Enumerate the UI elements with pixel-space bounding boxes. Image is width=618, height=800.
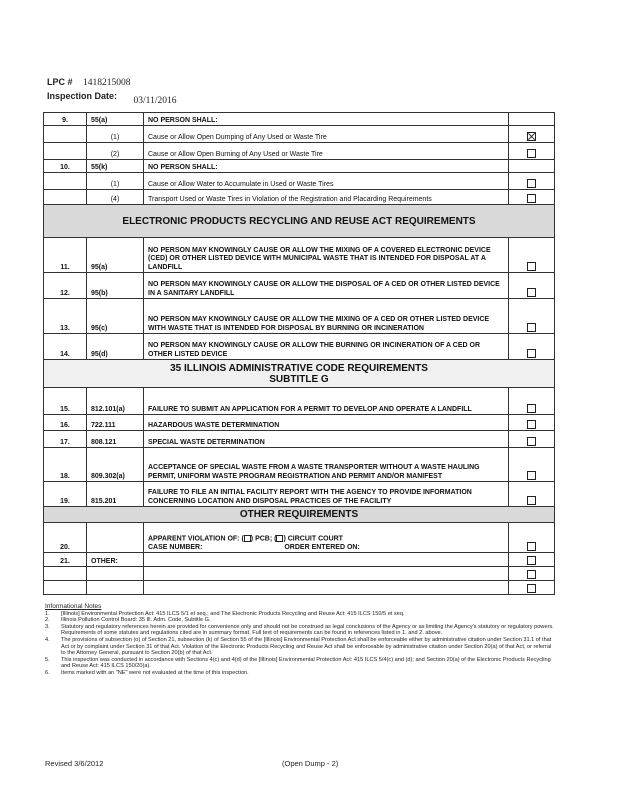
subsection-ref: (1) <box>87 173 144 190</box>
empty-cell <box>87 523 144 553</box>
table-row <box>44 143 555 160</box>
order-entered-label: ORDER ENTERED ON: <box>284 543 360 551</box>
empty-cell <box>87 581 144 595</box>
item-description: SPECIAL WASTE DETERMINATION <box>144 431 509 448</box>
table-row <box>44 160 555 173</box>
notes-title: Informational Notes <box>45 603 102 610</box>
item-description: Cause or Allow Open Dumping of Any Used or Waste Tire <box>144 126 509 143</box>
violation-checkbox[interactable] <box>527 471 536 480</box>
inspection-date-value: 03/11/2016 <box>133 96 177 106</box>
table-row <box>44 238 555 273</box>
violation-checkbox[interactable] <box>527 496 536 505</box>
section-ref: 55(a) <box>87 113 144 126</box>
lpc-value: 1418215008 <box>83 78 131 88</box>
section-ref: 95(a) <box>87 238 144 273</box>
other-label: OTHER: <box>87 553 144 567</box>
apparent-violation-label: APPARENT VIOLATION OF: ( <box>148 535 244 543</box>
item-number: 11. <box>44 238 87 273</box>
item-description: FAILURE TO SUBMIT AN APPLICATION FOR A PERMIT TO DEVELOP AND OPERATE A LANDFILL <box>144 388 509 415</box>
inspection-date <box>47 91 177 106</box>
table-row <box>44 126 555 143</box>
violations-table <box>43 112 555 595</box>
violation-checkbox[interactable] <box>527 542 536 551</box>
item-description: HAZARDOUS WASTE DETERMINATION <box>144 415 509 431</box>
violation-checkbox[interactable] <box>527 437 536 446</box>
item-description: NO PERSON SHALL: <box>144 113 509 126</box>
inspection-date-label: Inspection Date: <box>47 91 118 101</box>
pcb-checkbox[interactable] <box>244 535 251 542</box>
item-description: FAILURE TO FILE AN INITIAL FACILITY REPORT WITH THE AGENCY TO PROVIDE INFORMATION CONCERNING LOCATION AND DISPOSAL PRACTICES OF THE FACILITY <box>144 482 509 507</box>
other-description-field[interactable] <box>144 567 509 581</box>
violation-checkbox[interactable] <box>527 194 536 203</box>
apparent-violation-cell <box>144 523 509 553</box>
table-row <box>44 482 555 507</box>
table-row <box>44 299 555 334</box>
table-row <box>44 448 555 482</box>
note-item: 3. Statutory and regulatory references herein are provided for convenience only and should not be construed as legal conclusions of the Agency or as limiting the Agency's statutory or regulatory powers. Requirements of some statutes and regulations cited are in summary format. Full text of requirements can be found in references listed in 1. and 2. above. <box>45 623 554 637</box>
table-row <box>44 388 555 415</box>
item-number: 9. <box>44 113 87 126</box>
empty-cell <box>44 190 87 205</box>
section-ref: 809.302(a) <box>87 448 144 482</box>
other-description-field[interactable] <box>144 553 509 567</box>
item-description: Cause or Allow Open Burning of Any Used or Waste Tire <box>144 143 509 160</box>
violation-checkbox[interactable] <box>527 149 536 158</box>
violation-checkbox[interactable] <box>527 323 536 332</box>
item-description: Cause or Allow Water to Accumulate in Used or Waste Tires <box>144 173 509 190</box>
violation-checkbox[interactable] <box>527 570 536 579</box>
item-description: NO PERSON SHALL: <box>144 160 509 173</box>
informational-notes <box>45 604 555 677</box>
subsection-ref: (2) <box>87 143 144 160</box>
lpc-label: LPC # <box>47 77 73 87</box>
table-row <box>44 581 555 595</box>
empty-cell <box>44 126 87 143</box>
page-label: (Open Dump - 2) <box>282 759 339 768</box>
table-row <box>44 113 555 126</box>
section-banner <box>44 507 555 523</box>
item-number: 13. <box>44 299 87 334</box>
table-row <box>44 190 555 205</box>
violation-checkbox[interactable] <box>527 262 536 271</box>
table-row <box>44 334 555 360</box>
subsection-ref: (1) <box>87 126 144 143</box>
table-row <box>44 273 555 299</box>
item-number: 12. <box>44 273 87 299</box>
other-description-field[interactable] <box>144 581 509 595</box>
note-item: 1. [Illinois] Environmental Protection Act: 415 ILCS 5/1 et seq.; and The Electronic Products Recycling and Reuse Act: 415 ILCS 150/5 et seq. <box>45 610 405 617</box>
violation-checkbox[interactable] <box>527 404 536 413</box>
banner-admin-code <box>44 360 555 388</box>
table-row <box>44 173 555 190</box>
section-ref: 95(b) <box>87 273 144 299</box>
banner-other-requirements: OTHER REQUIREMENTS <box>44 507 555 523</box>
table-row <box>44 523 555 553</box>
item-number: 19. <box>44 482 87 507</box>
item-number: 18. <box>44 448 87 482</box>
item-number: 15. <box>44 388 87 415</box>
table-row <box>44 415 555 431</box>
violation-checkbox[interactable] <box>527 349 536 358</box>
empty-cell <box>44 173 87 190</box>
violation-checkbox[interactable] <box>527 132 536 141</box>
item-number: 21. <box>44 553 87 567</box>
table-row <box>44 431 555 448</box>
banner-electronic-products: ELECTRONIC PRODUCTS RECYCLING AND REUSE ACT REQUIREMENTS <box>44 205 555 238</box>
revised-date: Revised 3/6/2012 <box>45 759 104 768</box>
banner-admin-line1: 35 ILLINOIS ADMINISTRATIVE CODE REQUIREMENTS <box>170 362 428 374</box>
subsection-ref: (4) <box>87 190 144 205</box>
section-ref: 722.111 <box>87 415 144 431</box>
section-ref: 808.121 <box>87 431 144 448</box>
empty-cell <box>509 160 555 173</box>
section-ref: 812.101(a) <box>87 388 144 415</box>
violation-checkbox[interactable] <box>527 288 536 297</box>
item-description: Transport Used or Waste Tires in Violation of the Registration and Placarding Requirements <box>144 190 509 205</box>
circuit-court-checkbox[interactable] <box>276 535 283 542</box>
section-ref: 95(d) <box>87 334 144 360</box>
item-description: NO PERSON MAY KNOWINGLY CAUSE OR ALLOW THE DISPOSAL OF A CED OR OTHER LISTED DEVICE IN A SANITARY LANDFILL <box>144 273 509 299</box>
table-row <box>44 567 555 581</box>
section-banner <box>44 360 555 388</box>
banner-admin-line2: SUBTITLE G <box>269 373 329 385</box>
item-number: 10. <box>44 160 87 173</box>
section-ref: 55(k) <box>87 160 144 173</box>
empty-cell <box>44 143 87 160</box>
item-number: 14. <box>44 334 87 360</box>
section-ref: 815.201 <box>87 482 144 507</box>
table-row <box>44 553 555 567</box>
circuit-court-label: ) CIRCUIT COURT <box>283 535 343 543</box>
pcb-label: ) PCB; ( <box>250 535 277 543</box>
empty-cell <box>509 113 555 126</box>
note-item: 6. Items marked with an "NE" were not evaluated at the time of this inspection. <box>45 669 249 676</box>
section-ref: 95(c) <box>87 299 144 334</box>
item-description: NO PERSON MAY KNOWINGLY CAUSE OR ALLOW THE MIXING OF A CED OR OTHER LISTED DEVICE WITH WASTE THAT IS INTENDED FOR DISPOSAL BY BURNING OR INCINERATION <box>144 299 509 334</box>
empty-cell <box>87 567 144 581</box>
note-item: 2. Illinois Pollution Control Board: 35 Ill. Adm. Code, Subtitle G. <box>45 617 211 624</box>
violation-checkbox[interactable] <box>527 420 536 429</box>
violation-checkbox[interactable] <box>527 556 536 565</box>
empty-cell <box>44 581 87 595</box>
empty-cell <box>44 567 87 581</box>
note-item: 5. This inspection was conducted in accordance with Sections 4(c) and 4(d) of the [Illinois] Environmental Protection Act: 415 ILCS 5/4(c) and (d); and Section 20(a) of the Electronic Products Recycling and Reuse Act: 415 ILCS 150/20(a). <box>45 656 551 670</box>
item-description: ACCEPTANCE OF SPECIAL WASTE FROM A WASTE TRANSPORTER WITHOUT A WASTE HAULING PERMIT, UNIFORM WASTE PROGRAM REGISTRATION AND PERMIT AND/OR MANIFEST <box>144 448 509 482</box>
item-number: 17. <box>44 431 87 448</box>
item-number: 20. <box>44 523 87 553</box>
item-number: 16. <box>44 415 87 431</box>
case-number-label: CASE NUMBER: <box>148 543 203 551</box>
violation-checkbox[interactable] <box>527 584 536 593</box>
item-description: NO PERSON MAY KNOWINGLY CAUSE OR ALLOW THE BURNING OR INCINERATION OF A CED OR OTHER LISTED DEVICE <box>144 334 509 360</box>
violation-checkbox[interactable] <box>527 179 536 188</box>
note-item: 4. The provisions of subsection (o) of Section 21, subsection (k) of Section 55 of the [Illinois] Environmental Protection Act shall be enforceable either by administrative citation under Section 31.1 of that Act or by complaint under Section 31 of that Act. Violation of the Electronic Products Recycling and Reuse Act shall be enforceable by administrative citation under Section 20(a) of that Act, or referral to the Attorney General, pursuant to Section 20(b) of that Act. <box>45 636 552 657</box>
lpc-number <box>47 77 131 88</box>
item-description: NO PERSON MAY KNOWINGLY CAUSE OR ALLOW THE MIXING OF A COVERED ELECTRONIC DEVICE (CED) OR OTHER LISTED DEVICE WITH MUNICIPAL WASTE THAT IS INTENDED FOR DISPOSAL AT A LANDFILL <box>144 238 509 273</box>
section-banner <box>44 205 555 238</box>
